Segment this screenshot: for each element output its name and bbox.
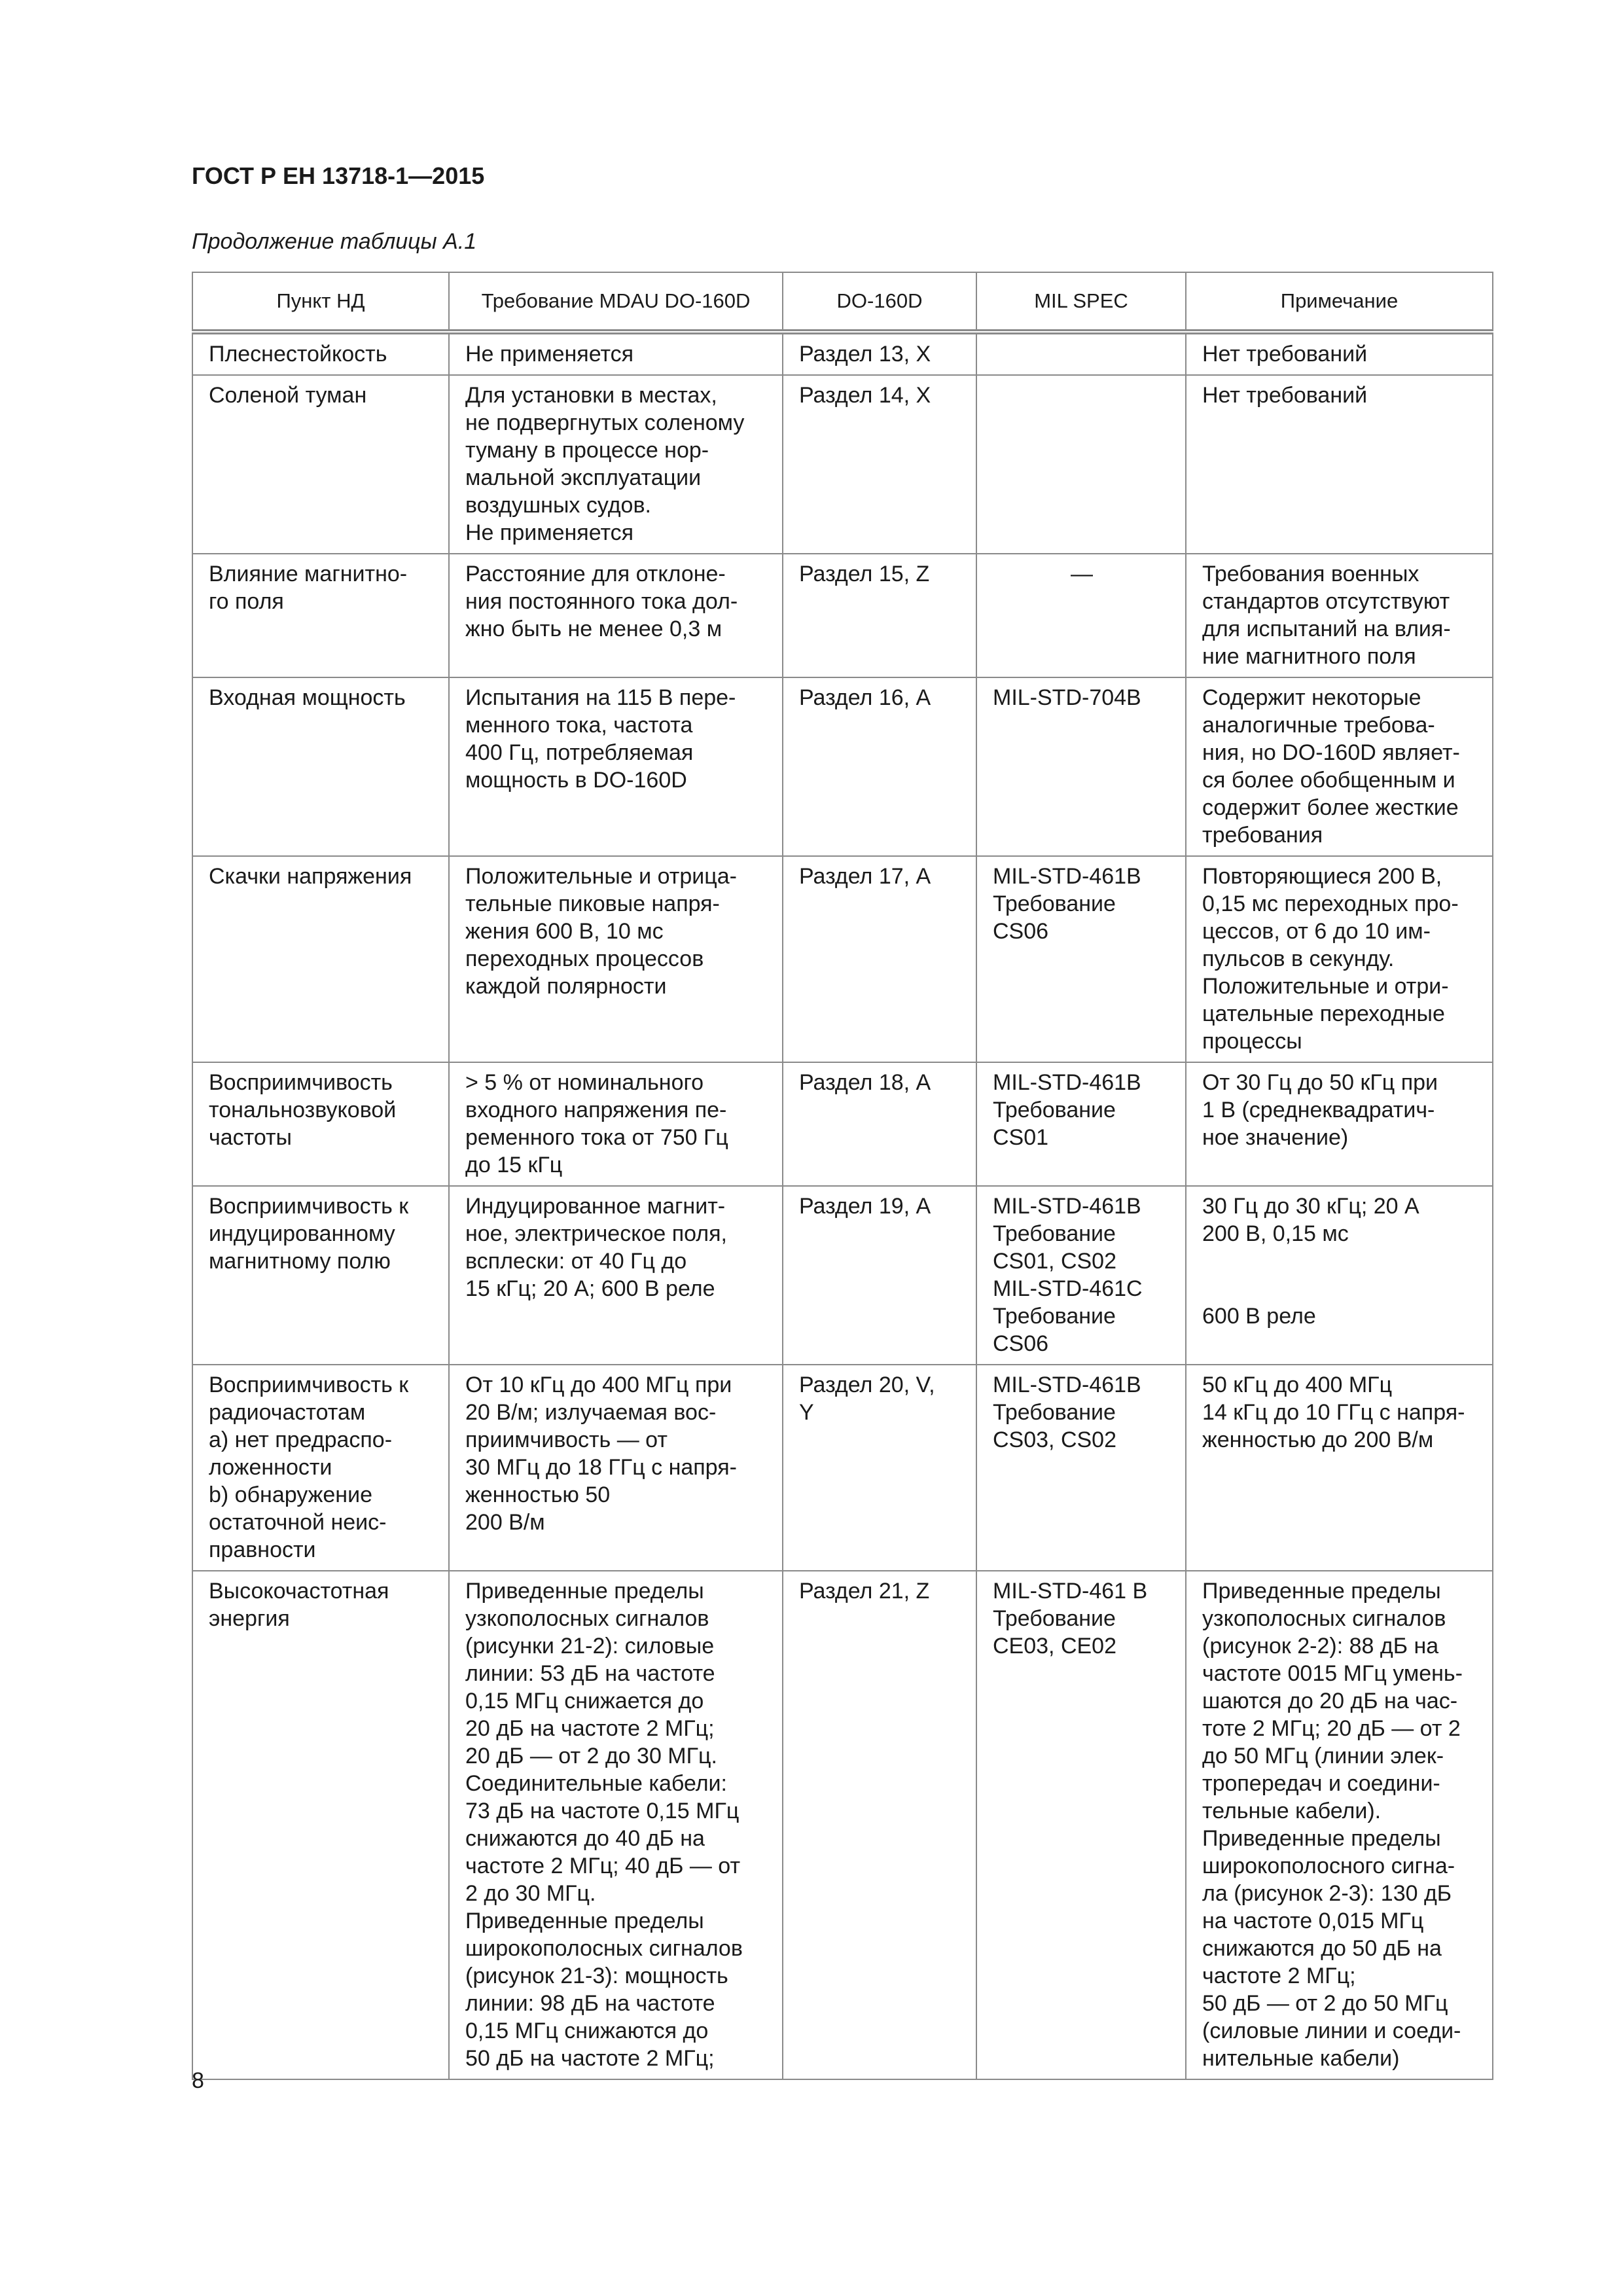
cell-line: до 15 кГц [465, 1153, 563, 1177]
table-row [192, 332, 1493, 375]
cell-line: 20 В/м; излучаемая вос- [465, 1400, 717, 1425]
cell-line: Нет требований [1202, 342, 1368, 367]
cell-note [1186, 1186, 1493, 1365]
cell-line: От 10 кГц до 400 МГц при [465, 1372, 732, 1397]
cell-do160d [783, 375, 976, 554]
cell-line: Повторяющиеся 200 В, [1202, 864, 1442, 889]
cell-line: содержит более жесткие [1202, 795, 1459, 820]
cell-line: Восприимчивость [209, 1070, 393, 1095]
cell-milspec [976, 332, 1186, 375]
cell-line: CS06 [993, 1331, 1049, 1356]
cell-line: Раздел 20, V, [799, 1372, 935, 1397]
cell-line: менного тока, частота [465, 713, 693, 738]
cell-item [192, 375, 449, 554]
cell-line: тоте 2 МГц; 20 дБ — от 2 [1202, 1716, 1461, 1741]
cell-line: 1 В (среднеквадратич- [1202, 1098, 1435, 1122]
table-row [192, 554, 1493, 677]
cell-line: узкополосных сигналов [1202, 1606, 1446, 1631]
cell-line: Раздел 14, X [799, 383, 931, 408]
cell-line: Раздел 18, А [799, 1070, 931, 1095]
header-note: Примечание [1186, 272, 1493, 332]
cell-line: 600 В реле [1202, 1304, 1316, 1329]
table-row [192, 1571, 1493, 2079]
cell-line: Индуцированное магнит- [465, 1194, 726, 1219]
cell-line: туману в процессе нор- [465, 438, 709, 463]
cell-do160d [783, 554, 976, 677]
cell-line: а) нет предраспо- [209, 1427, 393, 1452]
header-do160d: DO-160D [783, 272, 976, 332]
cell-item [192, 1186, 449, 1365]
cell-milspec [976, 1062, 1186, 1186]
cell-milspec [976, 1571, 1186, 2079]
cell-line: MIL-STD-461C [993, 1276, 1143, 1301]
cell-do160d [783, 856, 976, 1062]
header-item: Пункт НД [192, 272, 449, 332]
cell-do160d [783, 332, 976, 375]
cell-line: частоте 2 МГц; [1202, 1964, 1356, 1988]
cell-item [192, 554, 449, 677]
cell-item [192, 332, 449, 375]
table-caption: Продолжение таблицы А.1 [192, 229, 477, 254]
cell-line: 0,15 МГц снижается до [465, 1689, 704, 1713]
cell-line: 50 дБ — от 2 до 50 МГц [1202, 1991, 1448, 2016]
cell-line: 15 кГц; 20 А; 600 В реле [465, 1276, 715, 1301]
cell-line: требования [1202, 823, 1323, 848]
cell-line: MIL-STD-461 B [993, 1579, 1148, 1604]
cell-line: ние магнитного поля [1202, 644, 1416, 669]
cell-line: переходных процессов [465, 946, 704, 971]
cell-line: Высокочастотная [209, 1579, 389, 1604]
cell-line: 50 дБ на частоте 2 МГц; [465, 2046, 715, 2071]
cell-line: на частоте 0,015 МГц [1202, 1909, 1424, 1933]
cell-line: Скачки напряжения [209, 864, 412, 889]
cell-line: приимчивость — от [465, 1427, 668, 1452]
cell-line: Приведенные пределы [465, 1909, 704, 1933]
cell-line: ния постоянного тока дол- [465, 589, 738, 614]
cell-line: аналогичные требова- [1202, 713, 1435, 738]
cell-requirement [449, 1571, 783, 2079]
header-requirement: Требование MDAU DO-160D [449, 272, 783, 332]
cell-line [1202, 1247, 1478, 1275]
cell-note [1186, 1571, 1493, 2079]
cell-line: — [1071, 562, 1093, 586]
cell-line: Входная мощность [209, 685, 406, 710]
cell-line: частоты [209, 1125, 292, 1150]
cell-line: 20 дБ на частоте 2 МГц; [465, 1716, 715, 1741]
cell-line: пульсов в секунду. [1202, 946, 1395, 971]
cell-line: ное, электрическое поля, [465, 1221, 727, 1246]
cell-line: цательные переходные [1202, 1001, 1445, 1026]
cell-line: линии: 53 дБ на частоте [465, 1661, 715, 1686]
cell-line: нительные кабели) [1202, 2046, 1400, 2071]
cell-line: Не применяется [465, 520, 634, 545]
cell-do160d [783, 1062, 976, 1186]
header-milspec: MIL SPEC [976, 272, 1186, 332]
cell-do160d [783, 1186, 976, 1365]
cell-note [1186, 856, 1493, 1062]
cell-line: Требование [993, 1606, 1116, 1631]
table-body [192, 332, 1493, 2079]
cell-line: мальной эксплуатации [465, 465, 702, 490]
cell-line: Требование [993, 1221, 1116, 1246]
cell-line: 30 Гц до 30 кГц; 20 А [1202, 1194, 1419, 1219]
cell-line: MIL-STD-461B [993, 1070, 1141, 1095]
cell-line: (силовые линии и соеди- [1202, 2018, 1461, 2043]
cell-line: частоте 2 МГц; 40 дБ — от [465, 1854, 741, 1878]
cell-requirement [449, 856, 783, 1062]
cell-milspec [976, 375, 1186, 554]
cell-line: Соленой туман [209, 383, 367, 408]
cell-line: Требование [993, 1304, 1116, 1329]
table-row [192, 375, 1493, 554]
cell-line: радиочастотам [209, 1400, 366, 1425]
cell-line: цессов, от 6 до 10 им- [1202, 919, 1431, 944]
cell-line: ния, но DO-160D являет- [1202, 740, 1460, 765]
table-row [192, 1062, 1493, 1186]
cell-line: Требования военных [1202, 562, 1419, 586]
cell-milspec [976, 677, 1186, 856]
cell-line: го поля [209, 589, 284, 614]
cell-line: каждой полярности [465, 974, 667, 999]
cell-line: 2 до 30 МГц. [465, 1881, 596, 1906]
cell-milspec [976, 856, 1186, 1062]
cell-line: От 30 Гц до 50 кГц при [1202, 1070, 1438, 1095]
cell-item [192, 1062, 449, 1186]
cell-line: магнитному полю [209, 1249, 391, 1274]
cell-requirement [449, 1062, 783, 1186]
cell-line: остаточной неис- [209, 1510, 387, 1535]
cell-requirement [449, 677, 783, 856]
cell-line: Приведенные пределы [1202, 1826, 1441, 1851]
cell-line: энергия [209, 1606, 290, 1631]
cell-line: не подвергнутых соленому [465, 410, 745, 435]
cell-line: Раздел 16, А [799, 685, 931, 710]
cell-note [1186, 375, 1493, 554]
cell-line: снижаются до 50 дБ на [1202, 1936, 1442, 1961]
cell-line: 0,15 МГц снижаются до [465, 2018, 709, 2043]
cell-item [192, 677, 449, 856]
cell-requirement [449, 375, 783, 554]
cell-line: мощность в DO-160D [465, 768, 687, 793]
cell-line: воздушных судов. [465, 493, 651, 518]
cell-line: Влияние магнитно- [209, 562, 408, 586]
cell-line: Раздел 21, Z [799, 1579, 930, 1604]
requirements-table [192, 272, 1493, 2080]
cell-line: 400 Гц, потребляемая [465, 740, 694, 765]
cell-line: правности [209, 1537, 316, 1562]
cell-line: Восприимчивость к [209, 1372, 409, 1397]
cell-line: MIL-STD-461B [993, 1194, 1141, 1219]
cell-line [1202, 1275, 1478, 1302]
document-title: ГОСТ Р ЕН 13718-1—2015 [192, 162, 485, 189]
cell-do160d [783, 677, 976, 856]
cell-line: ное значение) [1202, 1125, 1349, 1150]
cell-line: Положительные и отрица- [465, 864, 737, 889]
cell-item [192, 1571, 449, 2079]
cell-requirement [449, 1365, 783, 1571]
cell-line: жения 600 В, 10 мс [465, 919, 664, 944]
cell-milspec [976, 1365, 1186, 1571]
cell-note [1186, 332, 1493, 375]
cell-line: > 5 % от номинального [465, 1070, 704, 1095]
cell-line: Нет требований [1202, 383, 1368, 408]
cell-line: Не применяется [465, 342, 634, 367]
cell-line: ла (рисунок 2-3): 130 дБ [1202, 1881, 1452, 1906]
cell-line: частоте 0015 МГц умень- [1202, 1661, 1463, 1686]
cell-line: Приведенные пределы [465, 1579, 704, 1604]
cell-line: Y [799, 1400, 814, 1425]
cell-note [1186, 1062, 1493, 1186]
cell-line: входного напряжения пе- [465, 1098, 727, 1122]
cell-line: 50 кГц до 400 МГц [1202, 1372, 1393, 1397]
table-row [192, 856, 1493, 1062]
cell-requirement [449, 1186, 783, 1365]
cell-note [1186, 1365, 1493, 1571]
cell-line: CS01 [993, 1125, 1049, 1150]
cell-line: 14 кГц до 10 ГГц с напря- [1202, 1400, 1465, 1425]
cell-line: b) обнаружение [209, 1482, 372, 1507]
cell-line: 30 МГц до 18 ГГц с напря- [465, 1455, 737, 1480]
cell-line: MIL-STD-461B [993, 1372, 1141, 1397]
cell-line: MIL-STD-461B [993, 864, 1141, 889]
table-header-row [192, 272, 1493, 332]
cell-line: широкополосного сигна- [1202, 1854, 1455, 1878]
cell-line: стандартов отсутствуют [1202, 589, 1450, 614]
cell-line: женностью 50 [465, 1482, 611, 1507]
cell-line: Положительные и отри- [1202, 974, 1449, 999]
cell-do160d [783, 1571, 976, 2079]
cell-line: женностью до 200 В/м [1202, 1427, 1434, 1452]
cell-line: Содержит некоторые [1202, 685, 1421, 710]
table-row [192, 677, 1493, 856]
cell-item [192, 1365, 449, 1571]
cell-line: CS01, CS02 [993, 1249, 1116, 1274]
cell-note [1186, 554, 1493, 677]
cell-line: 0,15 мс переходных про- [1202, 891, 1459, 916]
cell-note [1186, 677, 1493, 856]
cell-milspec [976, 1186, 1186, 1365]
cell-line: Соединительные кабели: [465, 1771, 727, 1796]
cell-line: Испытания на 115 В пере- [465, 685, 736, 710]
cell-line: (рисунок 21-3): мощность [465, 1964, 728, 1988]
cell-line: ложенности [209, 1455, 332, 1480]
table-row [192, 1186, 1493, 1365]
cell-line: Восприимчивость к [209, 1194, 409, 1219]
cell-line: 20 дБ — от 2 до 30 МГц. [465, 1744, 717, 1768]
cell-line: шаются до 20 дБ на час- [1202, 1689, 1458, 1713]
cell-line: Требование [993, 1098, 1116, 1122]
cell-do160d [783, 1365, 976, 1571]
cell-line: (рисунки 21-2): силовые [465, 1634, 715, 1659]
cell-line: узкополосных сигналов [465, 1606, 709, 1631]
cell-line: жно быть не менее 0,3 м [465, 617, 722, 641]
cell-line: Приведенные пределы [1202, 1579, 1441, 1604]
cell-line: тональнозвуковой [209, 1098, 397, 1122]
cell-line: для испытаний на влия- [1202, 617, 1451, 641]
cell-line: ся более обобщенным и [1202, 768, 1455, 793]
cell-line: Раздел 19, А [799, 1194, 931, 1219]
cell-line: широкополосных сигналов [465, 1936, 743, 1961]
cell-line: ременного тока от 750 Гц [465, 1125, 728, 1150]
cell-line: 200 В/м [465, 1510, 545, 1535]
cell-line: индуцированному [209, 1221, 395, 1246]
cell-line: Раздел 13, X [799, 342, 931, 367]
page-number: 8 [192, 2068, 204, 2093]
cell-requirement [449, 554, 783, 677]
cell-line: Плеснестойкость [209, 342, 387, 367]
cell-line: снижаются до 40 дБ на [465, 1826, 705, 1851]
cell-line: Расстояние для отклоне- [465, 562, 726, 586]
cell-requirement [449, 332, 783, 375]
cell-line: (рисунок 2-2): 88 дБ на [1202, 1634, 1439, 1659]
cell-line: Для установки в местах, [465, 383, 717, 408]
cell-line: тельные пиковые напря- [465, 891, 720, 916]
cell-line: MIL-STD-704B [993, 685, 1141, 710]
cell-line: тельные кабели). [1202, 1799, 1382, 1823]
cell-line: до 50 МГц (линии элек- [1202, 1744, 1444, 1768]
cell-line: процессы [1202, 1029, 1302, 1054]
cell-line: тропередач и соедини- [1202, 1771, 1440, 1796]
table-row [192, 1365, 1493, 1571]
cell-line: всплески: от 40 Гц до [465, 1249, 687, 1274]
cell-line: линии: 98 дБ на частоте [465, 1991, 715, 2016]
cell-line: Раздел 15, Z [799, 562, 930, 586]
cell-line: 73 дБ на частоте 0,15 МГц [465, 1799, 740, 1823]
cell-line: CS03, CS02 [993, 1427, 1116, 1452]
cell-line: CE03, CE02 [993, 1634, 1116, 1659]
cell-milspec [976, 554, 1186, 677]
cell-line: Раздел 17, А [799, 864, 931, 889]
cell-item [192, 856, 449, 1062]
cell-line: 200 В, 0,15 мс [1202, 1221, 1349, 1246]
cell-line: CS06 [993, 919, 1049, 944]
cell-line: Требование [993, 891, 1116, 916]
cell-line: Требование [993, 1400, 1116, 1425]
